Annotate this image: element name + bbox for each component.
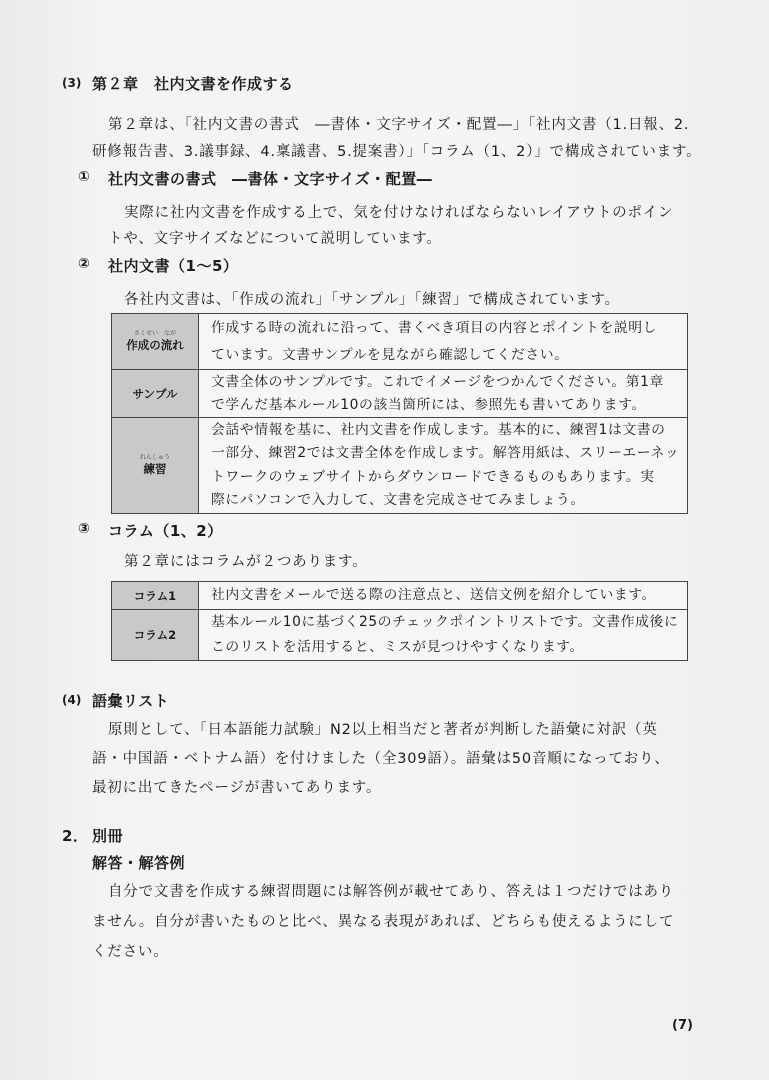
section-4-line-1: 原則として、「日本語能力試験」N2以上相当だと著者が判断した語彙に対訳（英 [108, 722, 658, 738]
row-label-text: コラム1 [133, 588, 177, 603]
row-label [112, 370, 199, 418]
sub1-line-2: トや、文字サイズなどについて説明しています。 [108, 231, 442, 247]
row-line: 一部分、練習2では文書全体を作成します。解答用紙は、スリーエーネッ [211, 445, 680, 461]
page-number: (7) [672, 1018, 693, 1033]
row-content [199, 582, 688, 610]
section-3-title: 第２章 社内文書を作成する [92, 75, 294, 93]
sub3-number: ③ [78, 521, 90, 537]
section-2-title: 別冊 [92, 827, 124, 845]
table-row [112, 370, 688, 418]
row-line: 作成する時の流れに沿って、書くべき項目の内容とポイントを説明し [211, 319, 658, 336]
row-line: で学んだ基本ルール10の該当箇所には、参照先も書いてあります。 [211, 396, 646, 413]
row-line: 文書全体のサンプルです。これでイメージをつかんでください。第1章 [211, 373, 664, 390]
row-line: 社内文書をメールで送る際の注意点と、送信文例を紹介しています。 [211, 587, 656, 603]
structure-table [111, 313, 688, 514]
row-content [199, 370, 688, 418]
row-label [112, 418, 199, 514]
row-content [199, 418, 688, 514]
row-label-text: 作成の流れ [126, 338, 184, 352]
section-3-line-2: 研修報告書、3.議事録、4.稟議書、5.提案書）」「コラム（1、2）」で構成されています。 [92, 144, 702, 160]
row-line: 際にパソコンで入力して、文書を完成させてみましょう。 [211, 492, 585, 508]
row-content [199, 314, 688, 370]
table-row [112, 610, 688, 661]
row-line: ています。文書サンプルを見ながら確認してください。 [211, 346, 569, 363]
sub3-title: コラム（1、2） [108, 522, 223, 540]
column-table [111, 581, 688, 661]
section-2-line-3: ください。 [92, 944, 169, 960]
section-4-line-2: 語・中国語・ベトナム語）を付けました（全309語）。語彙は50音順になっており、 [92, 751, 670, 767]
row-line: 基本ルール10に基づく25のチェックポイントリストです。文書作成後に [211, 614, 679, 630]
sub3-line-1: 第２章にはコラムが２つあります。 [124, 554, 368, 570]
row-line: このリストを活用すると、ミスが見つけやすくなります。 [211, 639, 584, 655]
row-content [199, 610, 688, 661]
section-2-line-2: ません。自分が書いたものと比べ、異なる表現があれば、どちらも使えるようにして [92, 914, 675, 930]
sub1-title: 社内文書の書式 ―書体・文字サイズ・配置― [108, 170, 433, 188]
row-label-text: サンプル [132, 386, 178, 401]
section-4-number: (4) [62, 693, 82, 707]
sub1-number: ① [78, 169, 90, 185]
row-label [112, 582, 199, 610]
section-2-line-1: 自分で文書を作成する練習問題には解答例が載せてあり、答えは１つだけではあり [108, 884, 675, 900]
sub2-number: ② [78, 256, 90, 272]
section-4-line-3: 最初に出てきたページが書いてあります。 [92, 780, 382, 796]
row-line: トワークのウェブサイトからダウンロードできるものもあります。実 [211, 468, 655, 485]
row-label-ruby: れんしゅう [139, 454, 170, 461]
table-row [112, 314, 688, 370]
section-3-number: (3) [62, 76, 82, 90]
section-2-number: 2． [62, 827, 89, 845]
row-line: 会話や情報を基に、社内文書を作成します。基本的に、練習1は文書の [211, 421, 666, 438]
sub2-line-1: 各社内文書は、「作成の流れ」「サンプル」「練習」で構成されています。 [124, 292, 620, 308]
section-3-line-1: 第２章は、「社内文書の書式 ―書体・文字サイズ・配置―」「社内文書（1.日報、2. [108, 117, 690, 133]
section-4-title: 語彙リスト [92, 692, 170, 710]
sub1-line-1: 実際に社内文書を作成する上で、気を付けなければならないレイアウトのポイン [124, 205, 674, 221]
row-label-text: 練習 [143, 462, 167, 476]
sub2-title: 社内文書（1～5） [108, 257, 239, 275]
row-label-ruby: さくせい なが [133, 330, 176, 337]
row-label [112, 314, 199, 370]
table-row [112, 418, 688, 514]
row-label [112, 610, 199, 661]
table-row [112, 582, 688, 610]
row-label-text: コラム2 [133, 628, 177, 642]
section-2-subtitle: 解答・解答例 [92, 854, 186, 872]
